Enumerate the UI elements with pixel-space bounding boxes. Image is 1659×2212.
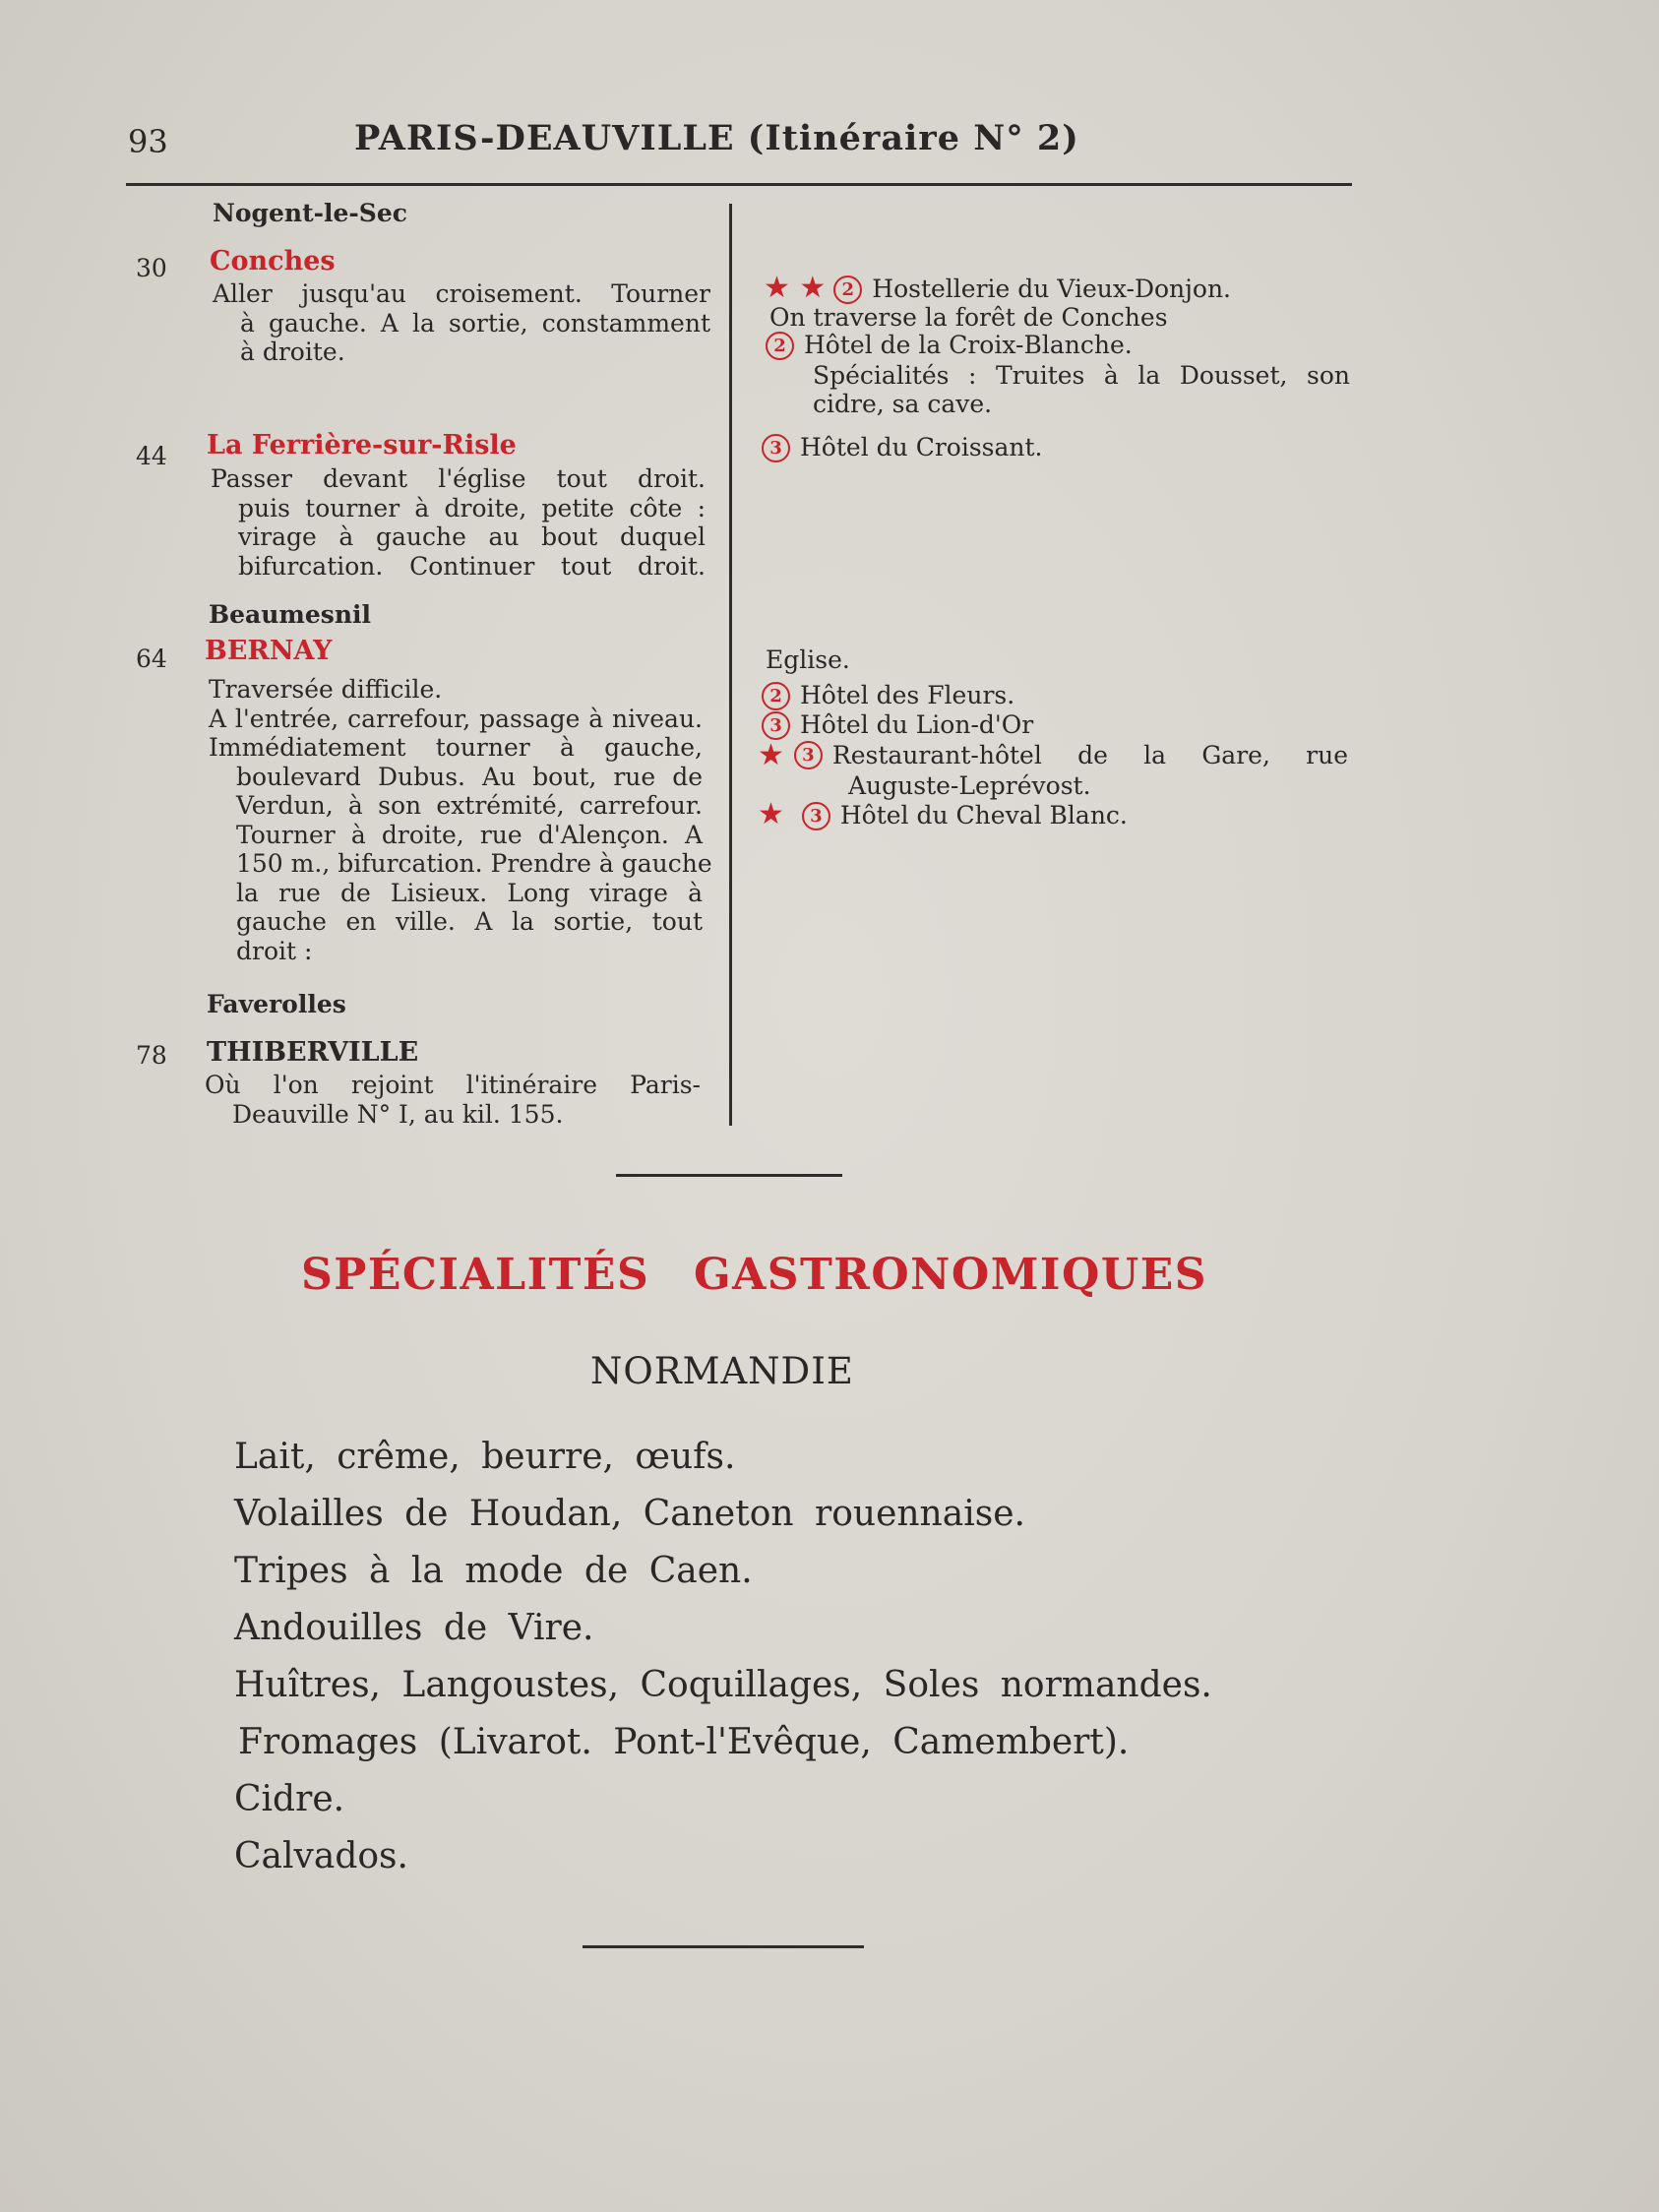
rank-circle-icon: 2 (762, 682, 790, 710)
directions-line: virage à gauche au bout duquel (238, 522, 706, 551)
waypoint-nogent: Nogent-le-Sec (213, 199, 407, 227)
rank-circle-icon: 3 (762, 434, 790, 462)
km-conches: 30 (136, 254, 167, 282)
specialty-item: Cidre. (234, 1779, 345, 1819)
hotel-name: Hôtel du Cheval Blanc. (839, 801, 1128, 830)
specialty-item: Lait, crême, beurre, œufs. (234, 1437, 736, 1477)
hotel-entry (758, 797, 1128, 831)
km-thiberville: 78 (136, 1041, 167, 1070)
directions-line: Aller jusqu'au croisement. Tourner (213, 279, 710, 308)
specialty-item: Andouilles de Vire. (234, 1608, 594, 1648)
directions-line: puis tourner à droite, petite côte : (238, 493, 706, 522)
star-icon: ★ (758, 797, 784, 831)
rank-circle-icon: 3 (802, 802, 830, 830)
directions-line: Passer devant l'église tout droit. (211, 464, 706, 493)
specialty-item: Tripes à la mode de Caen. (234, 1551, 753, 1591)
directions-line: Deauville N° I, au kil. 155. (232, 1099, 564, 1129)
waypoint-faverolles: Faverolles (207, 990, 346, 1018)
rank-circle-icon: 3 (794, 741, 823, 769)
specialty-item: Calvados. (234, 1836, 408, 1876)
section-divider (616, 1174, 842, 1177)
specialty-item: Volailles de Houdan, Caneton rouennaise. (234, 1494, 1025, 1534)
directions-line: bifurcation. Continuer tout droit. (238, 551, 706, 581)
directions-line: Traversée difficile. (209, 675, 443, 704)
hotel-name: Restaurant-hôtel de la Gare, rue (831, 741, 1348, 769)
directions-line: gauche en ville. A la sortie, tout (236, 907, 703, 936)
directions-line: A l'entrée, carrefour, passage à niveau. (209, 704, 703, 733)
hotel-name: Hostellerie du Vieux-Donjon. (872, 275, 1231, 303)
hotel-name: Hôtel du Lion-d'Or (800, 710, 1034, 739)
rank-circle-icon: 3 (762, 711, 790, 740)
directions-ferriere (211, 464, 706, 581)
hotel-entry (764, 271, 1231, 305)
town-thiberville: THIBERVILLE (207, 1037, 419, 1068)
hotel-name: Hôtel du Croissant. (800, 433, 1043, 461)
hotel-entry (762, 710, 1033, 740)
column-divider (729, 204, 732, 1126)
directions-line: 150 m., bifurcation. Prendre à gauche (236, 849, 712, 878)
directions-thiberville (205, 1071, 701, 1129)
town-conches: Conches (210, 246, 336, 276)
hotel-entry (762, 681, 1014, 710)
directions-line: Immédiatement tourner à gauche, (209, 733, 703, 762)
landmark-note: Eglise. (766, 645, 850, 674)
town-ferriere: La Ferrière-sur-Risle (207, 430, 517, 461)
star-icon: ★ ★ (764, 271, 827, 305)
km-bernay: 64 (136, 645, 167, 673)
header-rule (126, 183, 1352, 186)
directions-line: à gauche. A la sortie, constamment (240, 308, 710, 338)
star-icon: ★ (758, 738, 784, 772)
page-number: 93 (128, 123, 168, 160)
directions-line: droit : (236, 936, 313, 965)
directions-conches (213, 279, 710, 367)
route-note: On traverse la forêt de Conches (769, 303, 1168, 332)
region-heading: NORMANDIE (590, 1350, 854, 1392)
specialites-title: SPÉCIALITÉS GASTRONOMIQUES (301, 1250, 1208, 1300)
specialty-item: Fromages (Livarot. Pont-l'Evêque, Camembert). (238, 1722, 1130, 1762)
directions-line: boulevard Dubus. Au bout, rue de (236, 762, 703, 791)
directions-line: Verdun, à son extrémité, carrefour. (236, 791, 703, 820)
specialty-item: Huîtres, Langoustes, Coquillages, Soles normandes. (234, 1665, 1212, 1705)
hotel-name: Hôtel de la Croix-Blanche. (804, 331, 1133, 359)
directions-line: la rue de Lisieux. Long virage à (236, 878, 703, 907)
hotel-specialty: cidre, sa cave. (813, 390, 993, 418)
rank-circle-icon: 2 (833, 276, 862, 304)
hotel-specialty: Spécialités : Truites à la Dousset, son (813, 361, 1350, 390)
km-ferriere: 44 (136, 442, 167, 470)
town-bernay: BERNAY (205, 636, 333, 666)
hotel-name: Hôtel des Fleurs. (800, 681, 1015, 709)
directions-line: à droite. (240, 338, 345, 366)
hotel-entry (762, 433, 1042, 462)
hotel-address: Auguste-Leprévost. (848, 771, 1091, 800)
directions-bernay (209, 675, 712, 965)
rank-circle-icon: 2 (766, 332, 794, 360)
running-title: PARIS-DEAUVILLE (Itinéraire N° 2) (354, 118, 1079, 158)
directions-line: Où l'on rejoint l'itinéraire Paris- (205, 1071, 701, 1099)
closing-rule (583, 1945, 864, 1948)
directions-line: Tourner à droite, rue d'Alençon. A (236, 820, 703, 849)
hotel-entry (758, 738, 1348, 772)
hotel-entry (766, 331, 1133, 360)
waypoint-beaumesnil: Beaumesnil (209, 600, 372, 629)
